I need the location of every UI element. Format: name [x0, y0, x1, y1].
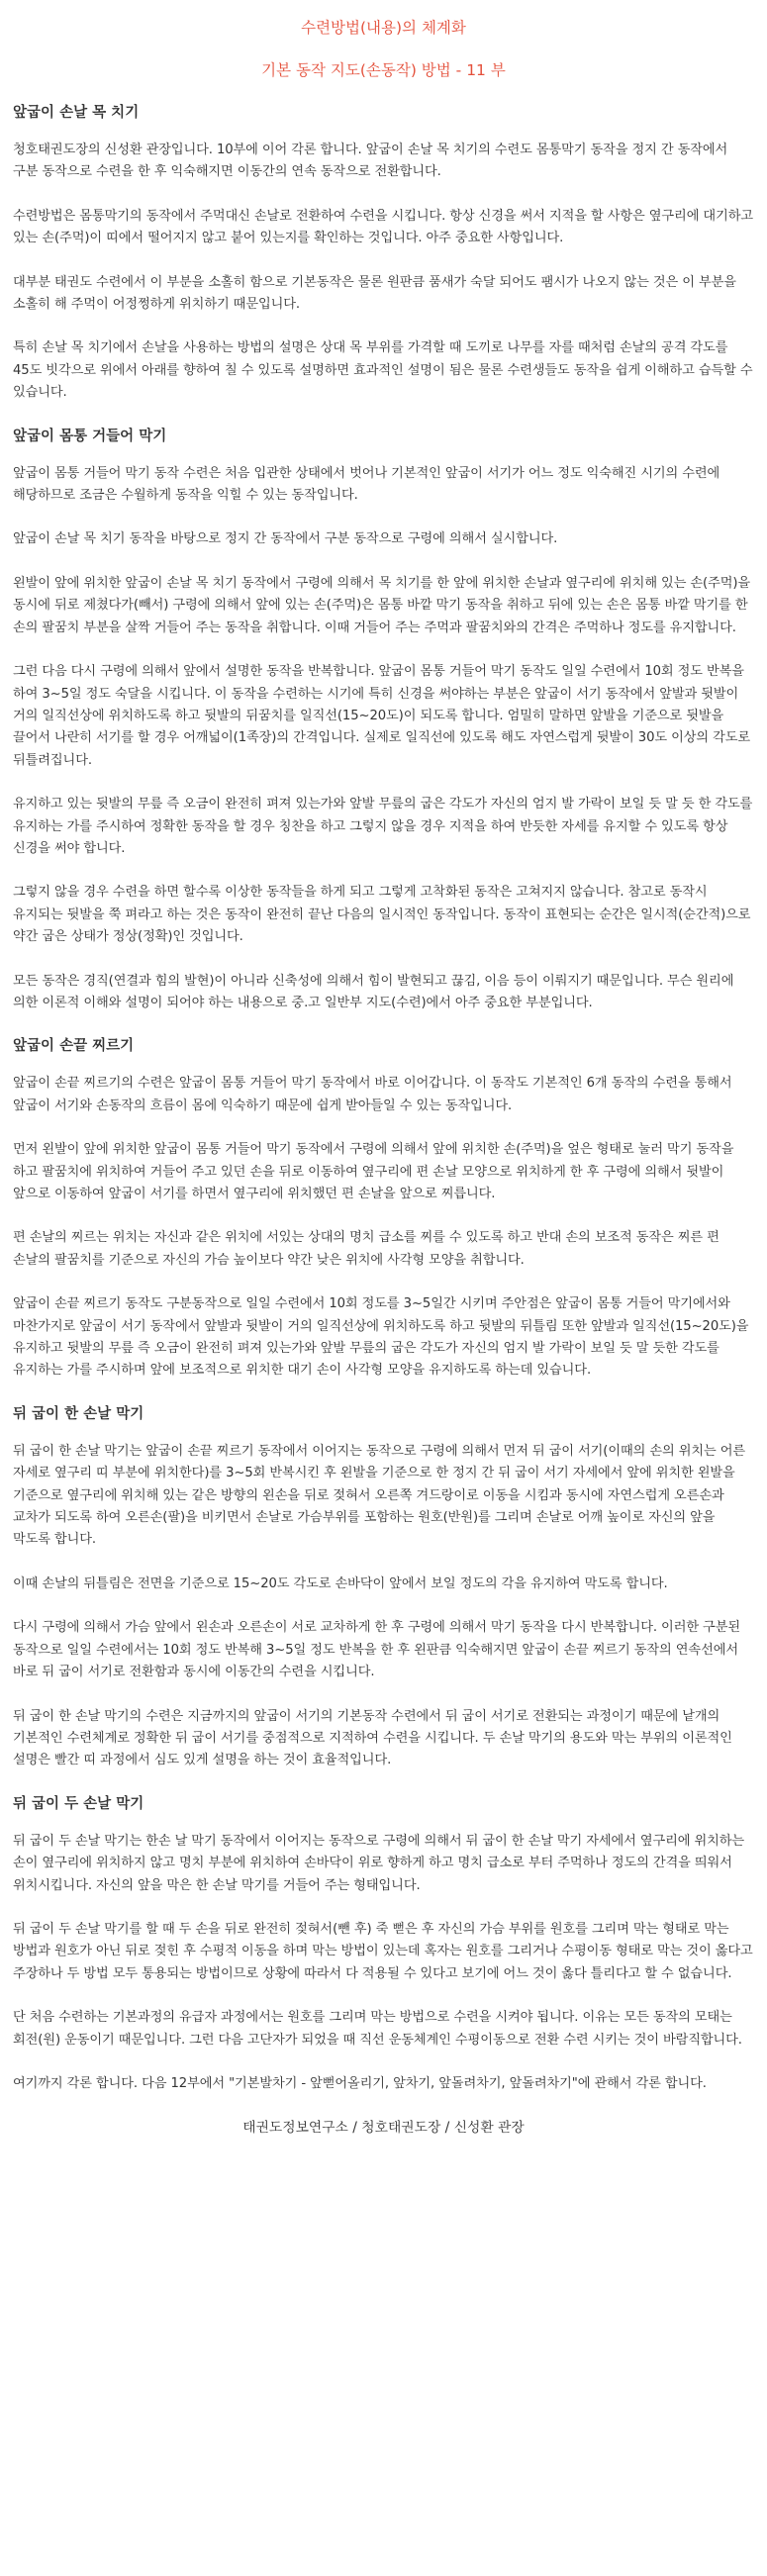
- page-title: 수련방법(내용)의 체계화: [301, 19, 466, 37]
- section-heading: 뒤 굽이 두 손날 막기: [13, 1795, 144, 1812]
- section-4: [13, 1404, 754, 1772]
- author-credit: 태권도정보연구소 / 청호태권도장 / 신성환 관장: [242, 2120, 525, 2137]
- page-subtitle: 기본 동작 지도(손동작) 방법 - 11 부: [261, 61, 506, 79]
- section-heading: 뒤 굽이 한 손날 막기: [13, 1405, 144, 1422]
- paragraph: 그런 다음 다시 구령에 의해서 앞에서 설명한 동작을 반복합니다. 앞굽이 몸통 거들어 막기 동작도 일일 수련에서 10회 정도 반복을 하여 3~5일 정도 숙달을 시킵니다. 이 동작을 수련하는 시기에 특히 신경을 써야하는 부분은 앞굽이 서기 동작에서 앞발과 뒷발이 거의 일직선상에 위치하도록 하고 뒷발의 뒤꿈치를 일직선(15~20도)이 되도록 합니다. 엄밀히 말하면 앞발을 기준으로 뒷발을 끌어서 나란히 서기를 할 경우 어깨넓이(1족장)의 간격입니다. 실제로 일직선에 있도록 해도 자연스럽게 뒷발이 30도 이상의 각도로 뒤틀려집니다.: [13, 664, 751, 768]
- paragraph: 다시 구령에 의해서 가슴 앞에서 왼손과 오른손이 서로 교차하게 한 후 구령에 의해서 막기 동작을 다시 반복합니다. 이러한 구분된 동작으로 일일 수련에서는 10회 정도 반복해 3~5일 정도 반복을 한 후 왼판큼 익숙해지면 앞굽이 손끝 찌르기 동작의 연속선에서 바로 뒤 굽이 서기로 전환함과 동시에 이동간의 수련을 시킵니다.: [13, 1620, 740, 1680]
- paragraph: 이때 손날의 뒤틀림은 전면을 기준으로 15~20도 각도로 손바닥이 앞에서 보일 정도의 각을 유지하여 막도록 합니다.: [13, 1575, 668, 1591]
- paragraph: 뒤 굽이 한 손날 막기는 앞굽이 손끝 찌르기 동작에서 이어지는 동작으로 구령에 의해서 먼저 뒤 굽이 서기(이때의 손의 위치는 어른 자세로 옆구리 띠 부분에 위치한다)를 3~5회 반복시킨 후 왼발을 기준으로 한 정지 간 뒤 굽이 서기 자세에서 앞에 위치한 왼발을 기준으로 옆구리에 위치해 있는 같은 방향의 왼손을 뒤로 젖혀서 오른쪽 겨드랑이로 이동을 시킴과 동시에 자연스럽게 오른손과 교차가 되도록 하여 오른손(팔)을 비키면서 손날로 가슴부위를 포함하는 원호(반원)를 그리며 손날로 어깨 높이로 자신의 앞을 막도록 합니다.: [13, 1443, 746, 1548]
- paragraph: 그렇지 않을 경우 수련을 하면 할수록 이상한 동작들을 하게 되고 그렇게 고착화된 동작은 고쳐지지 않습니다. 참고로 동작시 유지되는 뒷발을 쭉 펴라고 하는 것은 동작이 완전히 끝난 다음의 일시적인 동작입니다. 동작이 표현되는 순간은 일시적(순간적)으로 약간 굽은 상태가 정상(정확)인 것입니다.: [13, 885, 751, 945]
- section-1: [13, 103, 754, 405]
- section-3: [13, 1036, 754, 1382]
- paragraph: 청호태권도장의 신성환 관장입니다. 10부에 이어 각론 합니다. 앞굽이 손날 목 치기의 수련도 몸통막기 동작을 정지 간 동작에서 구분 동작으로 수련을 한 후 익숙해지면 이동간의 연속 동작으로 전환합니다.: [13, 143, 728, 180]
- paragraph: 먼저 왼발이 앞에 위치한 앞굽이 몸통 거들어 막기 동작에서 구령에 의해서 앞에 위치한 손(주먹)을 엎은 형태로 눌러 막기 동작을 하고 팔꿈치에 위치하여 거들어 주고 있던 손을 뒤로 이동하여 옆구리에 편 손날 모양으로 위치하게 한 후 구령에 의해서 뒷발이 앞으로 이동하여 앞굽이 서기를 하면서 옆구리에 위치했던 편 손날을 앞으로 찌릅니다.: [13, 1142, 734, 1201]
- paragraph: 뒤 굽이 두 손날 막기를 할 때 두 손을 뒤로 완전히 젖혀서(뺀 후) 죽 뻗은 후 자신의 가슴 부위를 원호를 그리며 막는 형태로 막는 방법과 원호가 아닌 뒤로 젖힌 후 수평적 이동을 하며 막는 방법이 있는데 혹자는 원호를 그리거나 수평이동 형태로 막는 것이 옳다고 주장하나 두 방법 모두 통용되는 방법이므로 상황에 따라서 다 적용될 수 있다고 보기에 어느 것이 옳다 틀리다고 할 수 없습니다.: [13, 1921, 753, 1981]
- paragraph: 앞굽이 손끝 찌르기의 수련은 앞굽이 몸통 거들어 막기 동작에서 바로 이어갑니다. 이 동작도 기본적인 6개 동작의 수련을 통해서 앞굽이 서기와 손동작의 흐름이 몸에 익숙하기 때문에 쉽게 받아들일 수 있는 동작입니다.: [13, 1076, 732, 1113]
- paragraph: 수련방법은 몸통막기의 동작에서 주먹대신 손날로 전환하여 수련을 시킵니다. 항상 신경을 써서 지적을 할 사항은 옆구리에 대기하고 있는 손(주먹)이 띠에서 떨어지지 않고 붙어 있는지를 확인하는 것입니다. 아주 중요한 사항입니다.: [13, 208, 753, 246]
- paragraph: 뒤 굽이 한 손날 막기의 수련은 지금까지의 앞굽이 서기의 기본동작 수련에서 뒤 굽이 서기로 전환되는 과정이기 때문에 낱개의 기본적인 수련체계로 정확한 뒤 굽이 서기를 중점적으로 지적하여 수련을 시킵니다. 두 손날 막기의 용도와 막는 부위의 이론적인 설명은 빨간 띠 과정에서 심도 있게 설명을 하는 것이 효율적입니다.: [13, 1708, 732, 1768]
- paragraph: 앞굽이 손날 목 치기 동작을 바탕으로 정지 간 동작에서 구분 동작으로 구령에 의해서 실시합니다.: [13, 531, 558, 547]
- section-heading: 앞굽이 손끝 찌르기: [13, 1038, 135, 1055]
- paragraph: 유지하고 있는 뒷발의 무릎 즉 오금이 완전히 펴져 있는가와 앞발 무릎의 굽은 각도가 자신의 엄지 발 가락이 보일 듯 말 듯 한 각도를 유지하는 가를 주시하여 정확한 동작을 할 경우 칭찬을 하고 그렇지 않을 경우 지적을 하여 반듯한 자세를 유지할 수 있도록 항상 신경을 써야 합니다.: [13, 797, 753, 856]
- section-heading: 앞굽이 몸통 거들어 막기: [13, 428, 167, 444]
- paragraph: 대부분 태권도 수련에서 이 부분을 소홀히 함으로 기본동작은 물론 원판큼 품새가 숙달 되어도 팸시가 나오지 않는 것은 이 부분을 소홀히 해 주먹이 어정쩡하게 위치하기 때문입니다.: [13, 274, 736, 313]
- paragraph: 여기까지 각론 합니다. 다음 12부에서 "기본발차기 - 앞뻗어올리기, 앞차기, 앞돌려차기, 앞돌려차기"에 관해서 각론 합니다.: [13, 2075, 707, 2091]
- paragraph: 특히 손날 목 치기에서 손날을 사용하는 방법의 설명은 상대 목 부위를 가격할 때 도끼로 나무를 자를 때처럼 손날의 공격 각도를 45도 빗각으로 위에서 아래를 향하여 칠 수 있도록 설명하면 효과적인 설명이 됨은 물론 수련생들도 동작을 쉽게 이해하고 습득할 수 있습니다.: [13, 340, 753, 401]
- paragraph: 뒤 굽이 두 손날 막기는 한손 날 막기 동작에서 이어지는 동작으로 구령에 의해서 뒤 굽이 한 손날 막기 자세에서 옆구리에 위치하는 손이 옆구리에 위치하지 않고 명치 부분에 위치하여 손바닥이 위로 향하게 하고 명치 급소로 부터 주먹하나 정도의 간격을 띄워서 위치시킵니다. 자신의 앞을 막은 한 손날 막기를 거들어 주는 형태입니다.: [13, 1833, 745, 1893]
- paragraph: 편 손날의 찌르는 위치는 자신과 같은 위치에 서있는 상대의 명치 급소를 찌를 수 있도록 하고 반대 손의 보조적 동작은 찌른 편 손날의 팔꿈치를 기준으로 자신의 가슴 높이보다 약간 낮은 위치에 사각형 모양을 취합니다.: [13, 1230, 719, 1268]
- paragraph: 앞굽이 손끝 찌르기 동작도 구분동작으로 일일 수련에서 10회 정도를 3~5일간 시키며 주안점은 앞굽이 몸통 거들어 막기에서와 마찬가지로 앞굽이 서기 동작에서 앞발과 뒷발이 거의 일직선상에 위치하도록 하고 뒷발의 뒤틀림 또한 앞발과 일직선(15~20도)을 유지하고 뒷발의 무릎 즉 오금이 완전히 펴져 있는가와 앞발 무릎의 굽은 각도가 자신의 엄지 발 가락이 보일 듯 말 듯한 각도를 유지하는 가를 주시하며 앞에 보조적으로 위치한 대기 손이 사각형 모양을 유지하도록 하는데 있습니다.: [13, 1296, 749, 1379]
- paragraph: 단 처음 수련하는 기본과정의 유급자 과정에서는 원호를 그리며 막는 방법으로 수련을 시켜야 됩니다. 이유는 모든 동작의 모태는 회전(원) 운동이기 때문입니다. 그런 다음 고단자가 되었을 때 직선 운동체계인 수평이동으로 전환 수련 시키는 것이 바람직합니다.: [13, 2010, 742, 2048]
- paragraph: 앞굽이 몸통 거들어 막기 동작 수련은 처음 입관한 상태에서 벗어나 기본적인 앞굽이 서기가 어느 정도 익숙해진 시기의 수련에 해당하므로 조금은 수월하게 동작을 익힐 수 있는 동작입니다.: [13, 465, 720, 504]
- section-5: [13, 1794, 754, 2096]
- paragraph: 모든 동작은 경직(연결과 힘의 발현)이 아니라 신축성에 의해서 힘이 발현되고 끊김, 이음 등이 이뤄지기 때문입니다. 무슨 원리에 의한 이론적 이해와 설명이 되어야 하는 내용으로 중.고 일반부 지도(수련)에서 아주 중요한 부분입니다.: [13, 973, 734, 1010]
- section-heading: 앞굽이 손날 목 치기: [13, 105, 140, 121]
- paragraph: 왼발이 앞에 위치한 앞굽이 손날 목 치기 동작에서 구령에 의해서 목 치기를 한 앞에 위치한 손날과 옆구리에 위치해 있는 손(주먹)을 동시에 뒤로 제쳤다가(빼서) 구령에 의해서 앞에 있는 손(주먹)은 몸통 바깥 막기 동작을 취하고 뒤에 있는 손은 몸통 바깥 막기를 한 손의 팔꿈치 부분을 살짝 거들어 주는 동작을 취합니다. 이때 거들어 주는 주먹과 팔꿈치와의 간격은 주먹하나 정도를 유지합니다.: [13, 575, 751, 635]
- section-2: [13, 427, 754, 1015]
